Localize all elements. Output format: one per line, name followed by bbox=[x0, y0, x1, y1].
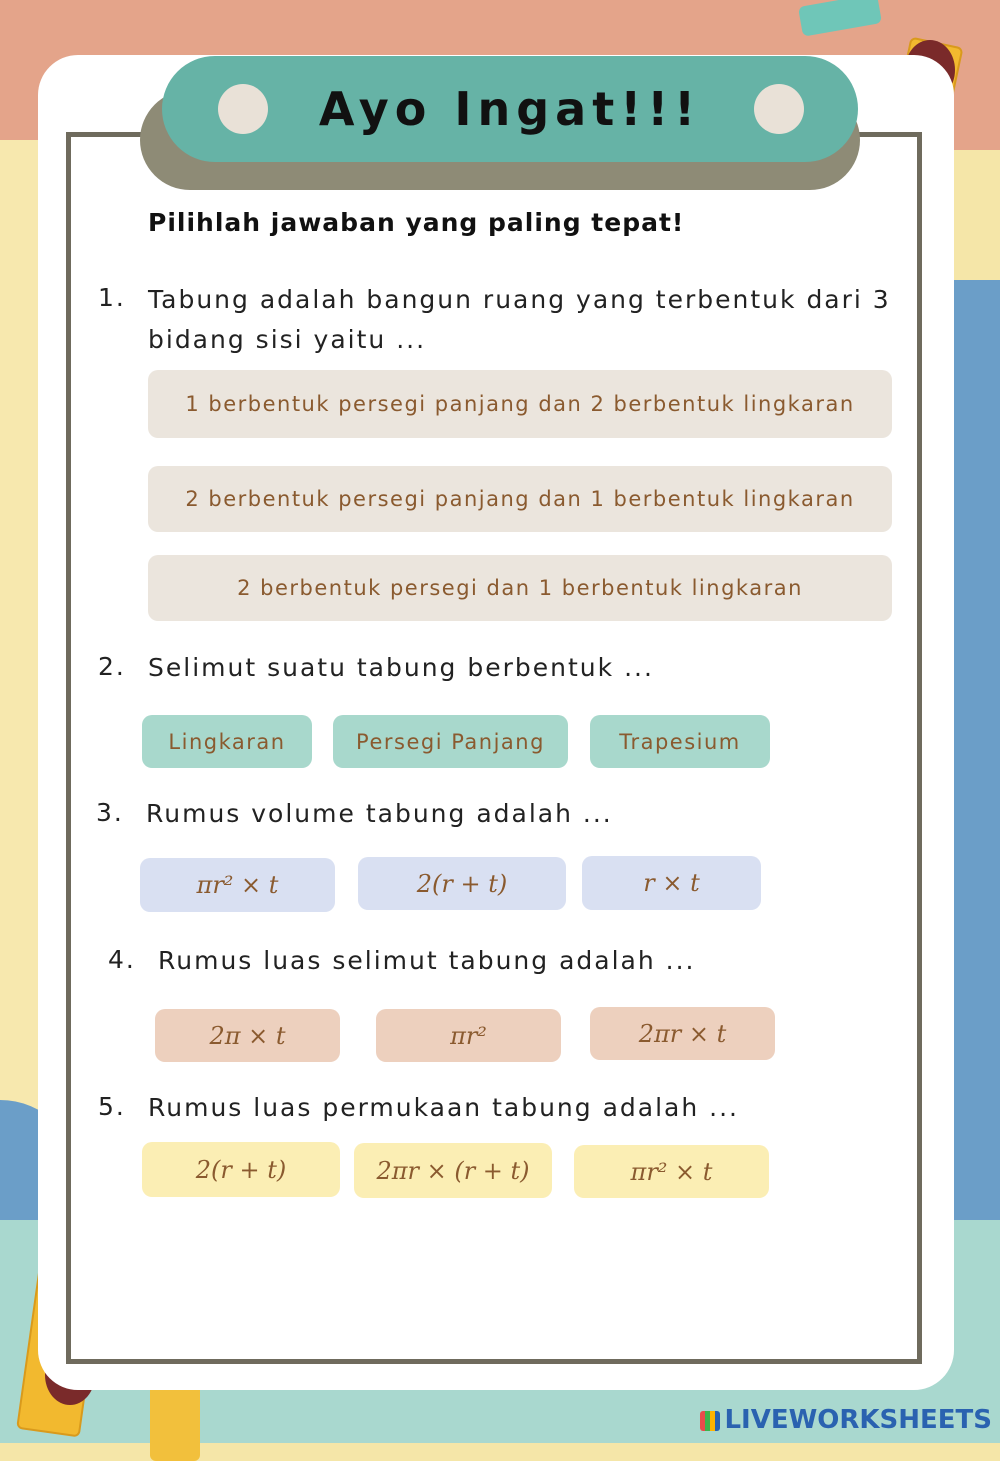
liveworksheets-logo bbox=[700, 1405, 992, 1435]
liveworksheets-icon bbox=[700, 1411, 720, 1431]
question-5-option-b[interactable]: 2πr × (r + t) bbox=[354, 1143, 552, 1198]
question-2-option-c[interactable]: Trapesium bbox=[590, 715, 770, 768]
question-4-number: 4. bbox=[108, 945, 136, 974]
question-4-option-a[interactable]: 2π × t bbox=[155, 1009, 340, 1062]
question-5-text: Rumus luas permukaan tabung adalah ... bbox=[148, 1093, 740, 1122]
question-1-number: 1. bbox=[98, 283, 126, 312]
page-title: Ayo Ingat!!! bbox=[318, 82, 702, 136]
question-1-text-line2: bidang sisi yaitu ... bbox=[148, 325, 427, 354]
question-3-option-c[interactable]: r × t bbox=[582, 856, 761, 910]
question-1-text-line1: Tabung adalah bangun ruang yang terbentuk dari 3 bbox=[148, 285, 891, 314]
question-5-option-a[interactable]: 2(r + t) bbox=[142, 1142, 340, 1197]
liveworksheets-label: LIVEWORKSHEETS bbox=[724, 1405, 992, 1435]
question-3-option-b[interactable]: 2(r + t) bbox=[358, 857, 566, 910]
question-2-number: 2. bbox=[98, 652, 126, 681]
question-4-option-b[interactable]: πr² bbox=[376, 1009, 561, 1062]
question-4-text: Rumus luas selimut tabung adalah ... bbox=[158, 946, 696, 975]
question-1-option-a[interactable]: 1 berbentuk persegi panjang dan 2 berbentuk lingkaran bbox=[148, 370, 892, 438]
question-2-option-b[interactable]: Persegi Panjang bbox=[333, 715, 568, 768]
question-5-option-c[interactable]: πr² × t bbox=[574, 1145, 769, 1198]
question-3-option-a[interactable]: πr² × t bbox=[140, 858, 335, 912]
question-5-number: 5. bbox=[98, 1092, 126, 1121]
question-3-text: Rumus volume tabung adalah ... bbox=[146, 799, 613, 828]
question-1-option-b[interactable]: 2 berbentuk persegi panjang dan 1 berbentuk lingkaran bbox=[148, 466, 892, 532]
question-2-option-a[interactable]: Lingkaran bbox=[142, 715, 312, 768]
question-4-option-c[interactable]: 2πr × t bbox=[590, 1007, 775, 1060]
question-3-number: 3. bbox=[96, 798, 124, 827]
question-1-option-c[interactable]: 2 berbentuk persegi dan 1 berbentuk lingkaran bbox=[148, 555, 892, 621]
instruction-text: Pilihlah jawaban yang paling tepat! bbox=[148, 208, 685, 237]
question-2-text: Selimut suatu tabung berbentuk ... bbox=[148, 653, 654, 682]
